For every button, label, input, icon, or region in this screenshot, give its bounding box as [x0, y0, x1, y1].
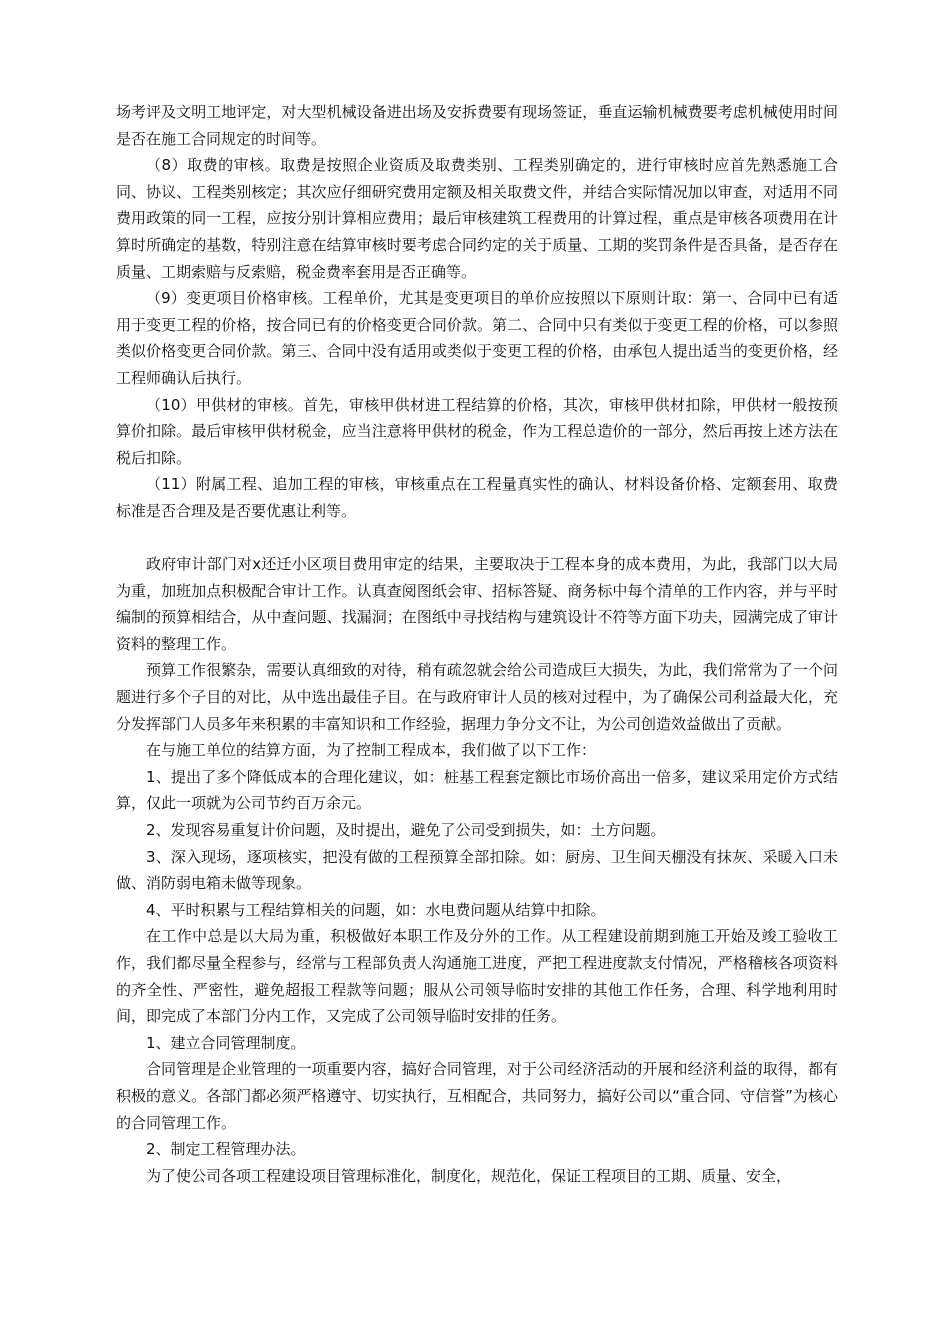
list-item-1: 1、提出了多个降低成本的合理化建议，如：桩基工程套定额比市场价高出一倍多，建议采用定价方式结算，仅此一项就为公司节约百万余元。: [116, 767, 838, 813]
paragraph-continued: 场考评及文明工地评定，对大型机械设备进出场及安拆费要有现场签证，垂直运输机械费要考虑机械使用时间是否在施工合同规定的时间等。: [116, 103, 838, 148]
heading-contract-system: 1、建立合同管理制度。: [146, 1033, 306, 1052]
paragraph-owner-material-review: （10）甲供材的审核。首先，审核甲供材进工程结算的价格，其次，审核甲供材扣除，甲供材一般按预算价扣除。最后审核甲供材税金，应当注意将甲供材的税金，作为工程总造价的一部分，然后再按上述方法在税后扣除。: [116, 395, 838, 467]
paragraph-fee-review: （8）取费的审核。取费是按照企业资质及取费类别、工程类别确定的，进行审核时应首先熟悉施工合同、协议、工程类别核定；其次应仔细研究费用定额及相关取费文件，并结合实际情况加以审查，对适用不同费用政策的同一工程，应按分别计算相应费用；最后审核建筑工程费用的计算过程，重点是审核各项费用在计算时所确定的基数，特别注意在结算审核时要考虑合同约定的关于质量、工期的奖罚条件是否具备，是否存在质量、工期索赔与反索赔，税金费率套用是否正确等。: [116, 156, 838, 281]
paragraph-budget-work: 预算工作很繁杂，需要认真细致的对待，稍有疏忽就会给公司造成巨大损失，为此，我们常常为了一个问题进行多个子目的对比，从中选出最佳子目。在与政府审计人员的核对过程中，为了确保公司利益最大化，充分发挥部门人员多年来积累的丰富知识和工作经验，据理力争分文不让，为公司创造效益做出了贡献。: [116, 661, 838, 733]
paragraph-gap: [116, 525, 838, 552]
paragraph-government-audit: 政府审计部门对x还迁小区项目费用审定的结果，主要取决于工程本身的成本费用，为此，我部门以大局为重，加班加点积极配合审计工作。认真查阅图纸会审、招标答疑、商务标中每个清单的工作内容，并与平时编制的预算相结合，从中查问题、找漏洞；在图纸中寻找结构与建筑设计不符等方面下功夫，园满完成了审计资料的整理工作。: [116, 555, 838, 653]
paragraph-settlement-intro: 在与施工单位的结算方面，为了控制工程成本，我们做了以下工作：: [146, 741, 597, 760]
list-item-3: 3、深入现场，逐项核实，把没有做的工程预算全部扣除。如：厨房、卫生间天棚没有抹灰、采暖入口未做、消防弱电箱未做等现象。: [116, 847, 838, 893]
paragraph-change-price-review: （9）变更项目价格审核。工程单价，尤其是变更项目的单价应按照以下原则计取：第一、合同中已有适用于变更工程的价格，按合同已有的价格变更合同价款。第二、合同中只有类似于变更工程的价格，可以参照类似价格变更合同价款。第三、合同中没有适用或类似于变更工程的价格，由承包人提出适当的变更价格，经工程师确认后执行。: [116, 289, 838, 387]
document-page: [116, 99, 838, 1189]
paragraph-additional-works-review: （11）附属工程、追加工程的审核，审核重点在工程量真实性的确认、材料设备价格、定额套用、取费标准是否合理及是否要优惠让利等。: [116, 475, 838, 520]
paragraph-overall-work: 在工作中总是以大局为重，积极做好本职工作及分外的工作。从工程建设前期到施工开始及竣工验收工作，我们都尽量全程参与，经常与工程部负责人沟通施工进度，严把工程进度款支付情况，严格稽核各项资料的齐全性、严密性，避免超报工程款等问题；服从公司领导临时安排的其他工作任务，合理、科学地利用时间，即完成了本部门分内工作，又完成了公司领导临时安排的任务。: [116, 927, 838, 1026]
paragraph-standardization: 为了使公司各项工程建设项目管理标准化，制度化，规范化，保证工程项目的工期、质量、安全，: [146, 1166, 792, 1185]
paragraph-contract-management: 合同管理是企业管理的一项重要内容，搞好合同管理，对于公司经济活动的开展和经济利益的取得，都有积极的意义。各部门都必须严格遵守、切实执行，互相配合，共同努力，搞好公司以“重合同、守信誉”为核心的合同管理工作。: [116, 1060, 838, 1132]
list-item-4: 4、平时积累与工程结算相关的问题，如：水电费问题从结算中扣除。: [146, 900, 606, 919]
heading-project-management: 2、制定工程管理办法。: [146, 1140, 306, 1159]
list-item-2: 2、发现容易重复计价问题，及时提出，避免了公司受到损失，如：土方问题。: [146, 821, 666, 840]
